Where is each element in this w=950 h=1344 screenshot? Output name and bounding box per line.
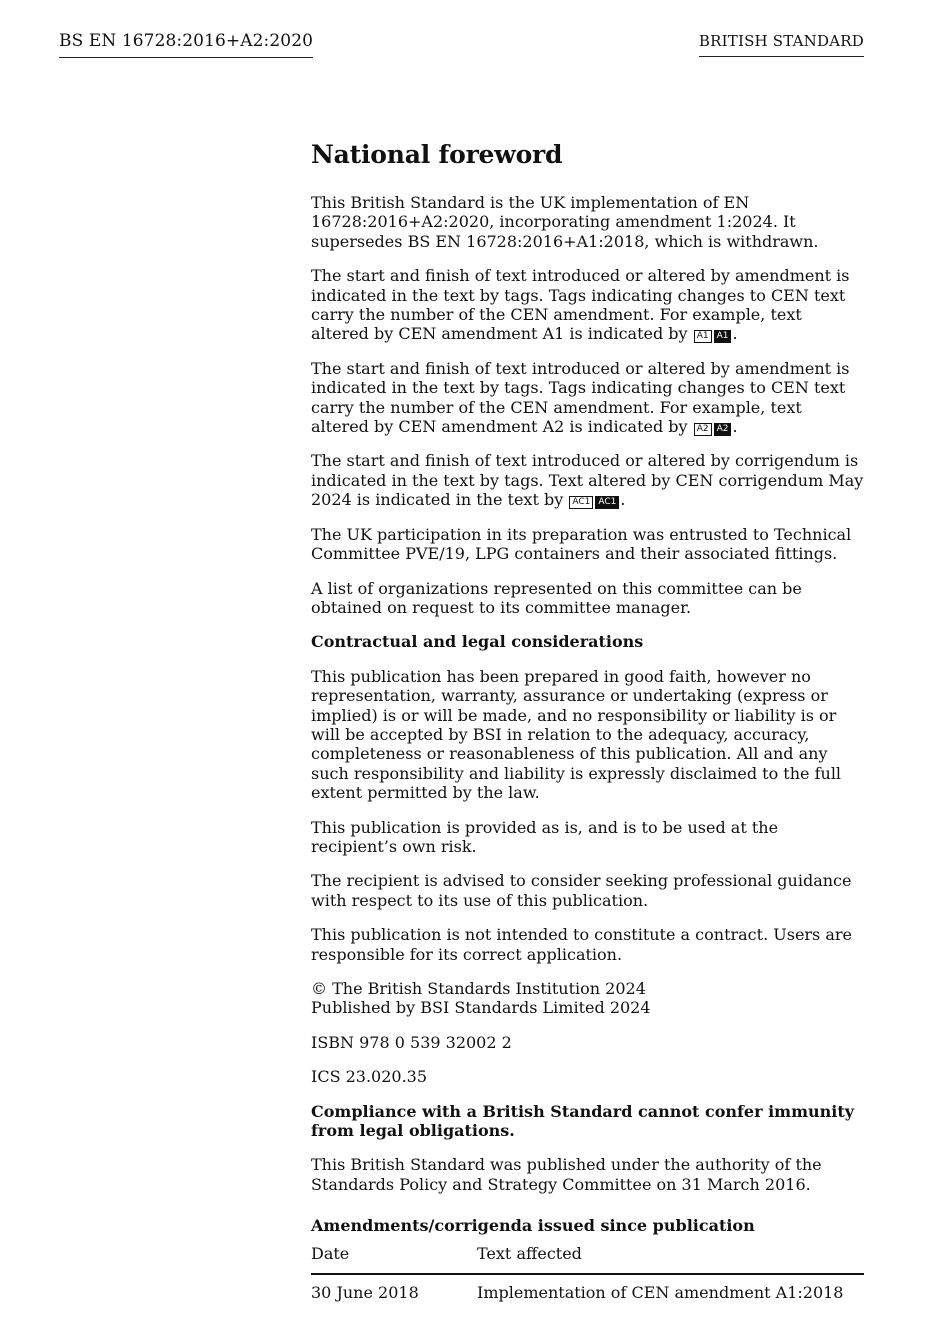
header-label: BRITISH STANDARD (699, 32, 864, 57)
paragraph-implementation: This British Standard is the UK implementation of EN 16728:2016+A2:2020, incorporating amendment 1:2024. It supersedes BS EN 16728:2016+A1:2018, which is withdrawn. (311, 193, 819, 251)
paragraph-committee: The UK participation in its preparation was entrusted to Technical Committee PVE/19, LPG containers and their associated fittings. (311, 524, 852, 564)
isbn: ISBN 978 0 539 32002 2 (311, 1032, 512, 1052)
paragraph-corrigendum: The start and finish of text introduced or altered by corrigendum is indicated in the text by tags. Text altered by CEN corrigendum May 2024 is indicated in the text by AC1 AC1 . (311, 451, 864, 510)
tag-open-a1: A1 (694, 330, 712, 343)
amendments-heading: Amendments/corrigenda issued since publication (311, 1216, 755, 1236)
paragraph-guidance: The recipient is advised to consider seeking professional guidance with respect to its use of this publication. (311, 871, 852, 910)
amendments-table (311, 1244, 864, 1302)
tag-open-a2: A2 (694, 423, 712, 436)
paragraph-authority: This British Standard was published under the authority of the Standards Policy and Strategy Committee on 31 March 2016. (311, 1155, 822, 1194)
cell-date: 30 June 2018 (311, 1283, 419, 1303)
paragraph-organizations: A list of organizations represented on this committee can be obtained on request to its committee manager. (311, 578, 802, 617)
paragraph-text: The start and finish of text introduced or altered by corrigendum is indicated in the text by tags. Text altered by CEN corrigendum May 2024 is indicated in the text by (311, 451, 864, 510)
copyright-block (311, 979, 864, 1018)
document-id: BS EN 16728:2016+A2:2020 (59, 31, 313, 58)
paragraph-text: The start and finish of text introduced or altered by amendment is indicated in the text by tags. Tags indicating changes to CEN text carry the number of the CEN amendment. For example, text altered by CEN amendment A2 is indicated by (311, 358, 850, 437)
paragraph-good-faith: This publication has been prepared in good faith, however no representation, warranty, assurance or undertaking (express or implied) is or will be made, and no responsibility or liability is or will be accepted by BSI in relation to the adequacy, accuracy, completeness or reasonableness of this publication. All and any such responsibility and liability is expressly disclaimed to the full extent permitted by the law. (311, 666, 842, 803)
legal-heading: Contractual and legal considerations (311, 632, 644, 652)
tag-close-a1: A1 (714, 330, 732, 343)
tag-open-ac1: AC1 (569, 496, 593, 509)
column-header-text-affected: Text affected (477, 1244, 864, 1274)
ics: ICS 23.020.35 (311, 1067, 428, 1087)
paragraph-own-risk: This publication is provided as is, and is to be used at the recipient’s own risk. (311, 817, 779, 856)
cell-text-affected: Implementation of CEN amendment A1:2018 (477, 1283, 844, 1303)
paragraph-amendment-a2: The start and finish of text introduced or altered by amendment is indicated in the text by tags. Tags indicating changes to CEN text carry the number of the CEN amendment. For example, text altered by CEN amendment A2 is indicated by A2 A2 . (311, 358, 850, 437)
page-title: National foreword (311, 140, 563, 169)
table-header-row (311, 1244, 864, 1274)
paragraph-contract: This publication is not intended to constitute a contract. Users are responsible for its correct application. (311, 925, 853, 964)
tag-close-ac1: AC1 (595, 496, 619, 509)
publisher-line: Published by BSI Standards Limited 2024 (311, 998, 651, 1018)
paragraph-amendment-a1: The start and finish of text introduced or altered by amendment is indicated in the text by tags. Tags indicating changes to CEN text carry the number of the CEN amendment. For example, text altered by CEN amendment A1 is indicated by A1 A1 . (311, 266, 850, 344)
column-header-date: Date (311, 1244, 477, 1274)
table-row (311, 1274, 864, 1302)
paragraph-text: The start and finish of text introduced or altered by amendment is indicated in the text by tags. Tags indicating changes to CEN text carry the number of the CEN amendment. For example, text altered by CEN amendment A1 is indicated by (311, 266, 850, 344)
main-content (311, 140, 864, 1302)
copyright-line: © The British Standards Institution 2024 (311, 979, 646, 998)
tag-close-a2: A2 (714, 423, 732, 436)
compliance-statement: Compliance with a British Standard cannot confer immunity from legal obligations. (311, 1101, 855, 1141)
